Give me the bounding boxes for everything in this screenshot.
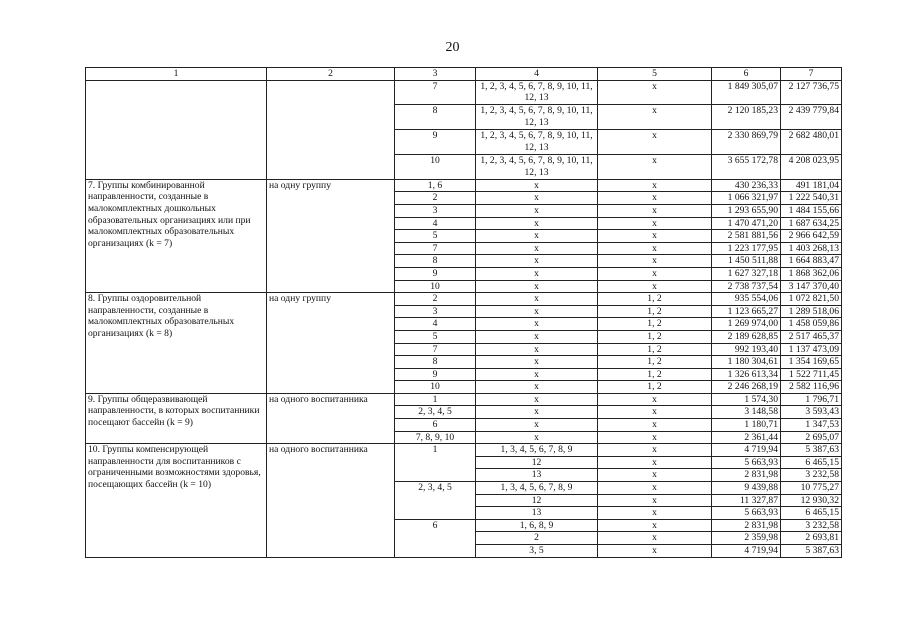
value-cell-7: 3 232,58 [781, 519, 842, 532]
category-cell: x [476, 179, 598, 192]
group-size-cell: 10 [395, 381, 476, 394]
value-cell-6: 5 663,93 [712, 456, 781, 469]
value-cell-6: 2 330 869,79 [712, 130, 781, 155]
code-cell: 1, 2 [598, 305, 712, 318]
code-cell: x [598, 80, 712, 105]
value-cell-7: 12 930,32 [781, 494, 842, 507]
header-row [86, 68, 842, 81]
value-cell-6: 5 663,93 [712, 507, 781, 520]
category-cell: x [476, 217, 598, 230]
code-cell: x [598, 494, 712, 507]
category-cell: 1, 3, 4, 5, 6, 7, 8, 9 [476, 482, 598, 495]
group-size-cell: 9 [395, 267, 476, 280]
code-cell: x [598, 154, 712, 179]
value-cell-6: 935 554,06 [712, 293, 781, 306]
code-cell: x [598, 242, 712, 255]
value-cell-6: 3 655 172,78 [712, 154, 781, 179]
code-cell: x [598, 419, 712, 432]
value-cell-7: 1 868 362,06 [781, 267, 842, 280]
group-size-cell: 7, 8, 9, 10 [395, 431, 476, 444]
code-cell: x [598, 204, 712, 217]
column-header: 7 [781, 68, 842, 81]
value-cell-6: 2 581 881,56 [712, 230, 781, 243]
category-cell: x [476, 255, 598, 268]
category-cell: 2 [476, 532, 598, 545]
code-cell: 1, 2 [598, 381, 712, 394]
group-type-cell: 9. Группы общеразвивающей направленности, в которых воспитанники посещают бассейн (k = 9) [86, 393, 267, 443]
value-cell-6: 2 831,98 [712, 469, 781, 482]
category-cell: x [476, 330, 598, 343]
value-cell-6: 4 719,94 [712, 444, 781, 457]
category-cell: x [476, 431, 598, 444]
category-cell: x [476, 267, 598, 280]
value-cell-6: 2 189 628,85 [712, 330, 781, 343]
value-cell-6: 9 439,88 [712, 482, 781, 495]
value-cell-6: 992 193,40 [712, 343, 781, 356]
value-cell-6: 2 361,44 [712, 431, 781, 444]
group-size-cell: 3 [395, 305, 476, 318]
value-cell-7: 2 695,07 [781, 431, 842, 444]
value-cell-7: 4 208 023,95 [781, 154, 842, 179]
table-row [86, 393, 842, 406]
code-cell: x [598, 267, 712, 280]
value-cell-7: 5 387,63 [781, 545, 842, 558]
code-cell: 1, 2 [598, 356, 712, 369]
value-cell-7: 1 522 711,45 [781, 368, 842, 381]
value-cell-6: 1 470 471,20 [712, 217, 781, 230]
group-size-cell: 10 [395, 154, 476, 179]
value-cell-6: 1 574,30 [712, 393, 781, 406]
category-cell: x [476, 393, 598, 406]
group-size-cell: 1, 6 [395, 179, 476, 192]
code-cell: 1, 2 [598, 330, 712, 343]
value-cell-7: 1 072 821,50 [781, 293, 842, 306]
value-cell-6: 1 223 177,95 [712, 242, 781, 255]
group-size-cell: 2 [395, 293, 476, 306]
category-cell: x [476, 406, 598, 419]
value-cell-6: 4 719,94 [712, 545, 781, 558]
value-cell-7: 2 966 642,59 [781, 230, 842, 243]
table-row [86, 80, 842, 105]
value-cell-6: 1 293 655,90 [712, 204, 781, 217]
column-header: 6 [712, 68, 781, 81]
value-cell-7: 1 347,53 [781, 419, 842, 432]
category-cell: 1, 3, 4, 5, 6, 7, 8, 9 [476, 444, 598, 457]
value-cell-6: 2 738 737,54 [712, 280, 781, 293]
code-cell: x [598, 255, 712, 268]
group-size-cell: 6 [395, 419, 476, 432]
code-cell: x [598, 192, 712, 205]
table-row [86, 179, 842, 192]
value-cell-7: 1 222 540,31 [781, 192, 842, 205]
value-cell-6: 1 180 304,61 [712, 356, 781, 369]
value-cell-6: 1 180,71 [712, 419, 781, 432]
group-size-cell: 5 [395, 230, 476, 243]
value-cell-6: 1 627 327,18 [712, 267, 781, 280]
category-cell: x [476, 230, 598, 243]
category-cell: x [476, 419, 598, 432]
group-type-cell: 7. Группы комбинированной направленности, созданные в малокомплектных дошкольных образовательных организациях или при малокомплектных образовательных организациях (k = 7) [86, 179, 267, 292]
value-cell-7: 2 582 116,96 [781, 381, 842, 394]
category-cell: x [476, 305, 598, 318]
group-size-cell: 7 [395, 242, 476, 255]
value-cell-7: 2 682 480,01 [781, 130, 842, 155]
unit-cell: на одного воспитанника [267, 393, 395, 443]
category-cell: 12 [476, 456, 598, 469]
unit-cell: на одну группу [267, 293, 395, 394]
value-cell-7: 1 687 634,25 [781, 217, 842, 230]
value-cell-7: 1 458 059,86 [781, 318, 842, 331]
code-cell: x [598, 280, 712, 293]
column-header: 5 [598, 68, 712, 81]
code-cell: x [598, 444, 712, 457]
value-cell-7: 2 517 465,37 [781, 330, 842, 343]
code-cell: 1, 2 [598, 293, 712, 306]
column-header: 4 [476, 68, 598, 81]
unit-cell [267, 80, 395, 179]
category-cell: 3, 5 [476, 545, 598, 558]
code-cell: 1, 2 [598, 368, 712, 381]
column-header: 3 [395, 68, 476, 81]
value-cell-6: 1 123 665,27 [712, 305, 781, 318]
value-cell-7: 2 127 736,75 [781, 80, 842, 105]
group-size-cell: 3 [395, 204, 476, 217]
value-cell-7: 1 289 518,06 [781, 305, 842, 318]
unit-cell: на одну группу [267, 179, 395, 292]
value-cell-6: 2 246 268,19 [712, 381, 781, 394]
table-row [86, 293, 842, 306]
value-cell-6: 1 450 511,88 [712, 255, 781, 268]
value-cell-6: 2 359,98 [712, 532, 781, 545]
group-size-cell: 8 [395, 255, 476, 268]
category-cell: 1, 6, 8, 9 [476, 519, 598, 532]
category-cell: 1, 2, 3, 4, 5, 6, 7, 8, 9, 10, 11, 12, 13 [476, 80, 598, 105]
code-cell: x [598, 230, 712, 243]
unit-cell: на одного воспитанника [267, 444, 395, 557]
group-type-cell: 10. Группы компенсирующей направленности для воспитанников с ограниченными возможностями здоровья, посещающих бассейн (k = 10) [86, 444, 267, 557]
value-cell-7: 491 181,04 [781, 179, 842, 192]
group-size-cell: 4 [395, 217, 476, 230]
value-cell-7: 6 465,15 [781, 456, 842, 469]
group-size-cell: 8 [395, 356, 476, 369]
category-cell: x [476, 343, 598, 356]
value-cell-7: 1 484 155,66 [781, 204, 842, 217]
category-cell: x [476, 280, 598, 293]
value-cell-7: 1 354 169,65 [781, 356, 842, 369]
value-cell-6: 1 066 321,97 [712, 192, 781, 205]
code-cell: x [598, 519, 712, 532]
value-cell-6: 430 236,33 [712, 179, 781, 192]
category-cell: x [476, 356, 598, 369]
table-row [86, 444, 842, 457]
category-cell: 13 [476, 469, 598, 482]
group-size-cell: 6 [395, 519, 476, 557]
group-size-cell: 5 [395, 330, 476, 343]
group-type-cell: 8. Группы оздоровительной направленности, созданные в малокомплектных образовательных организациях (k = 8) [86, 293, 267, 394]
value-cell-7: 5 387,63 [781, 444, 842, 457]
value-cell-6: 11 327,87 [712, 494, 781, 507]
value-cell-7: 3 147 370,40 [781, 280, 842, 293]
code-cell: x [598, 130, 712, 155]
category-cell: x [476, 242, 598, 255]
category-cell: 1, 2, 3, 4, 5, 6, 7, 8, 9, 10, 11, 12, 13 [476, 130, 598, 155]
code-cell: x [598, 507, 712, 520]
value-cell-6: 1 326 613,34 [712, 368, 781, 381]
code-cell: 1, 2 [598, 343, 712, 356]
tariff-table [85, 67, 842, 558]
code-cell: x [598, 217, 712, 230]
value-cell-6: 2 831,98 [712, 519, 781, 532]
code-cell: x [598, 179, 712, 192]
page-number: 20 [445, 40, 460, 55]
code-cell: x [598, 532, 712, 545]
group-size-cell: 4 [395, 318, 476, 331]
group-size-cell: 7 [395, 343, 476, 356]
group-size-cell: 8 [395, 105, 476, 130]
code-cell: x [598, 456, 712, 469]
value-cell-7: 2 693,81 [781, 532, 842, 545]
group-size-cell: 9 [395, 368, 476, 381]
value-cell-7: 10 775,27 [781, 482, 842, 495]
value-cell-7: 1 403 268,13 [781, 242, 842, 255]
value-cell-7: 6 465,15 [781, 507, 842, 520]
group-size-cell: 1 [395, 393, 476, 406]
code-cell: x [598, 469, 712, 482]
category-cell: 1, 2, 3, 4, 5, 6, 7, 8, 9, 10, 11, 12, 13 [476, 105, 598, 130]
group-type-cell [86, 80, 267, 179]
group-size-cell: 2, 3, 4, 5 [395, 406, 476, 419]
value-cell-7: 1 796,71 [781, 393, 842, 406]
column-header: 2 [267, 68, 395, 81]
value-cell-7: 1 664 883,47 [781, 255, 842, 268]
value-cell-7: 3 593,43 [781, 406, 842, 419]
group-size-cell: 9 [395, 130, 476, 155]
group-size-cell: 7 [395, 80, 476, 105]
value-cell-7: 1 137 473,09 [781, 343, 842, 356]
category-cell: 12 [476, 494, 598, 507]
category-cell: x [476, 192, 598, 205]
code-cell: 1, 2 [598, 318, 712, 331]
value-cell-7: 2 439 779,84 [781, 105, 842, 130]
category-cell: x [476, 204, 598, 217]
category-cell: x [476, 381, 598, 394]
value-cell-6: 3 148,58 [712, 406, 781, 419]
code-cell: x [598, 431, 712, 444]
code-cell: x [598, 105, 712, 130]
group-size-cell: 10 [395, 280, 476, 293]
category-cell: x [476, 368, 598, 381]
category-cell: x [476, 318, 598, 331]
value-cell-7: 3 232,58 [781, 469, 842, 482]
value-cell-6: 1 849 305,07 [712, 80, 781, 105]
category-cell: 1, 2, 3, 4, 5, 6, 7, 8, 9, 10, 11, 12, 13 [476, 154, 598, 179]
code-cell: x [598, 406, 712, 419]
group-size-cell: 1 [395, 444, 476, 482]
category-cell: x [476, 293, 598, 306]
column-header: 1 [86, 68, 267, 81]
group-size-cell: 2, 3, 4, 5 [395, 482, 476, 520]
group-size-cell: 2 [395, 192, 476, 205]
code-cell: x [598, 545, 712, 558]
code-cell: x [598, 393, 712, 406]
code-cell: x [598, 482, 712, 495]
value-cell-6: 2 120 185,23 [712, 105, 781, 130]
category-cell: 13 [476, 507, 598, 520]
value-cell-6: 1 269 974,00 [712, 318, 781, 331]
